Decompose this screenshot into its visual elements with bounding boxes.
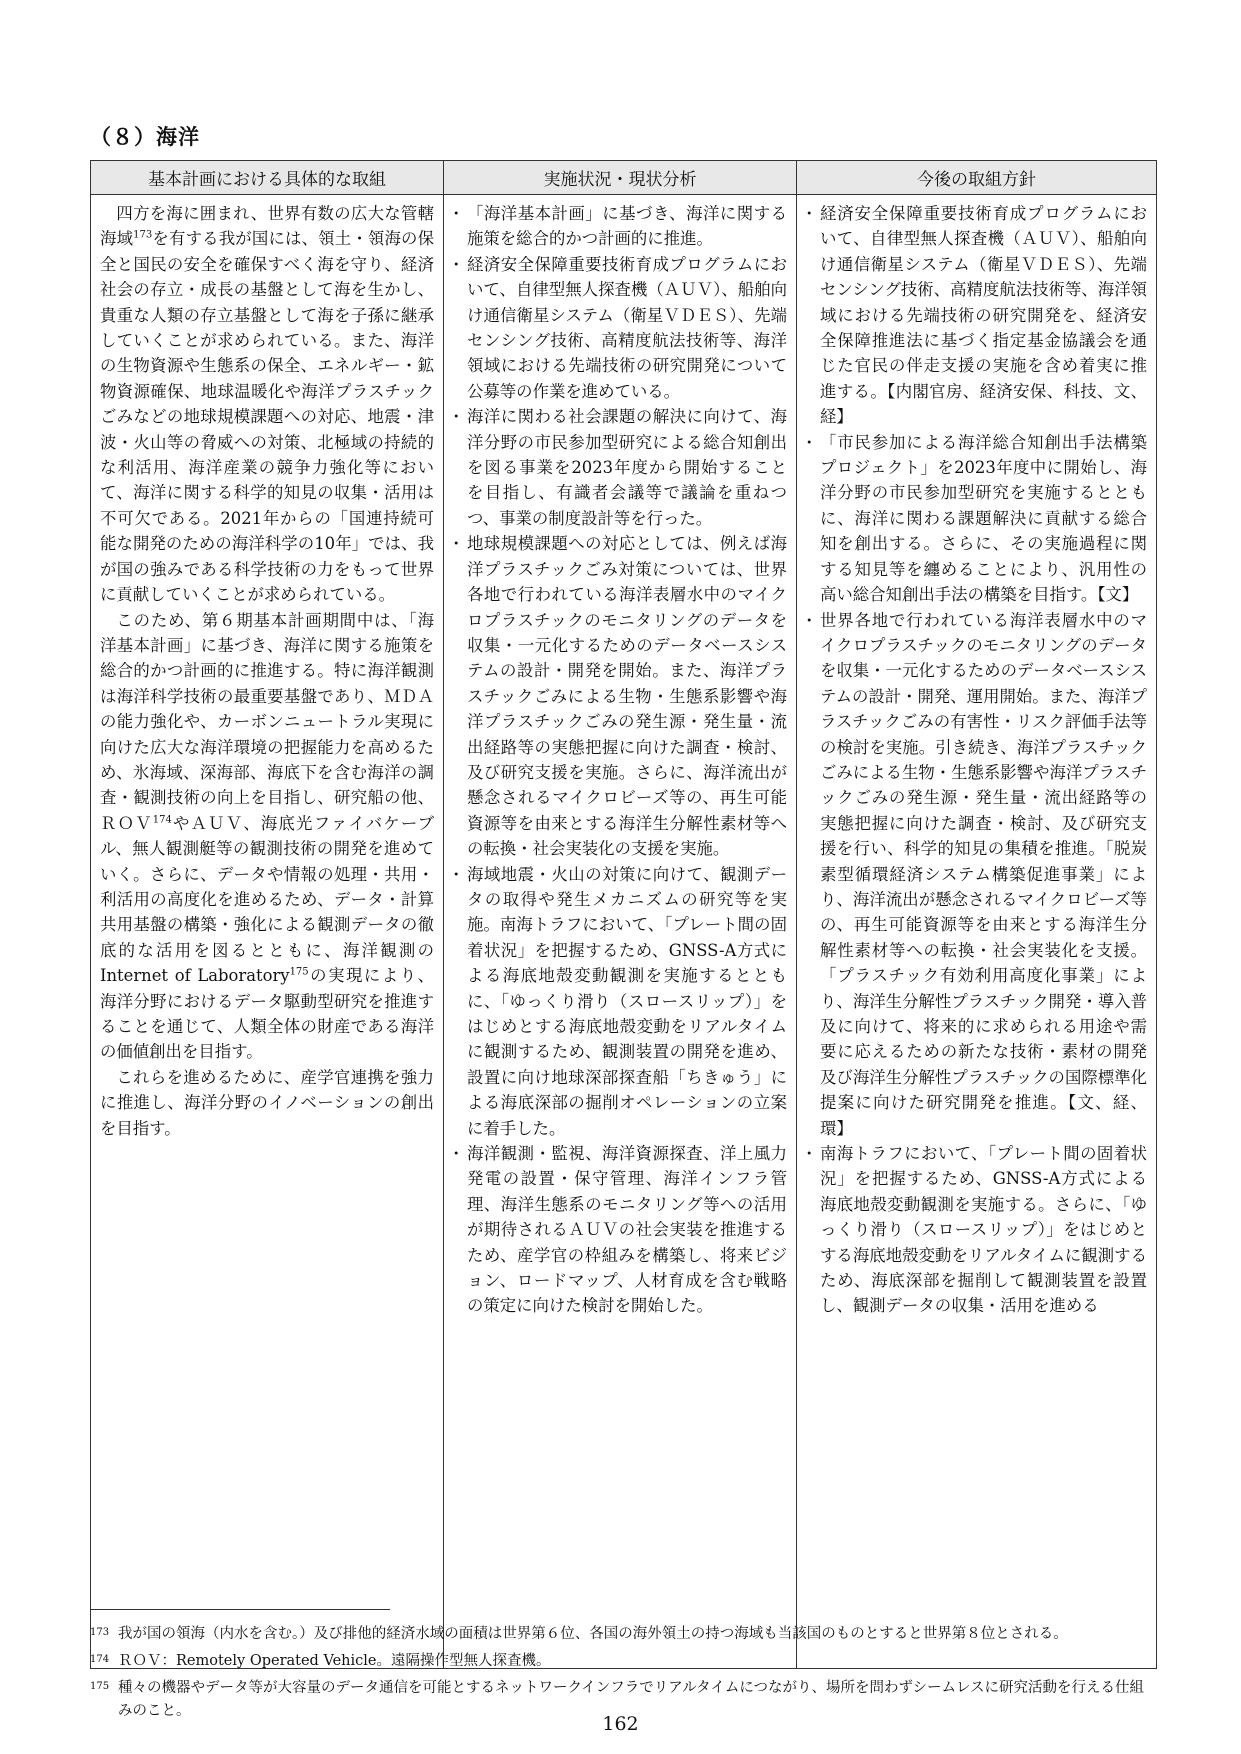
header-basic-plan: 基本計画における具体的な取組 bbox=[91, 161, 444, 195]
list-item: ・ 南海トラフにおいて、「プレート間の固着状況」を把握するため、GNSS-A方式による海底地殻変動観測を実施する。さらに、「ゆっくり滑り（スロースリップ）」をはじめとする海底地殻変動をリアルタイムに観測するため、海底深部を掘削して観測装置を設置し、観測データの収集・活用を進める bbox=[806, 1141, 1147, 1319]
paragraph: これらを進めるために、産学官連携を強力に推進し、海洋分野のイノベーションの創出を目指す。 bbox=[100, 1067, 434, 1138]
footnote-divider bbox=[90, 1609, 390, 1610]
future-policy-cell bbox=[797, 195, 1157, 1669]
footnote-number: 173 bbox=[90, 1627, 110, 1638]
paragraph bbox=[100, 608, 434, 1065]
footnote-ref: 173 bbox=[133, 229, 153, 241]
text-span: の実現により、海洋分野におけるデータ駆動型研究を推進することを通じて、人類全体の財産である海洋の価値創出を目指す。 bbox=[100, 966, 434, 1062]
basic-plan-cell bbox=[91, 195, 444, 1669]
list-item: ・ 海洋に関わる社会課題の解決に向けて、海洋分野の市民参加型研究による総合知創出を図る事業を2023年度から開始することを目指し、有識者会議等で議論を重ねつつ、事業の制度設計等を行った。 bbox=[453, 404, 787, 531]
footnote-number: 174 bbox=[90, 1654, 110, 1665]
footnote bbox=[90, 1650, 1153, 1673]
footnote bbox=[90, 1623, 1153, 1646]
page-number: 162 bbox=[602, 1713, 639, 1735]
policy-list bbox=[806, 201, 1147, 1319]
footnote-text: 種々の機器やデータ等が大容量のデータ通信を可能とするネットワークインフラでリアルタイムにつながり、場所を問わずシームレスに研究活動を行える仕組みのこと。 bbox=[118, 1680, 1145, 1719]
footnote-number: 175 bbox=[90, 1681, 110, 1692]
paragraph bbox=[100, 201, 434, 608]
list-item: ・ 「海洋基本計画」に基づき、海洋に関する施策を総合的かつ計画的に推進。 bbox=[453, 201, 787, 252]
text-span: このため、第６期基本計画期間中は、「海洋基本計画」に基づき、海洋に関する施策を総合的かつ計画的に推進する。特に海洋観測は海洋科学技術の最重要基盤であり、ＭＤＡの能力強化や、カーボンニュートラル実現に向けた広大な海洋環境の把握能力を高めるため、氷海域、深海部、海底下を含む海洋の調査・観測技術の向上を目指し、研究船の他、ＲＯＶ bbox=[100, 610, 434, 833]
footnote-ref: 174 bbox=[152, 814, 172, 826]
footnote-text: ＲＯＶ：Remotely Operated Vehicle。遠隔操作型無人探査機。 bbox=[118, 1653, 551, 1669]
header-status: 実施状況・現状分析 bbox=[444, 161, 797, 195]
table-header-row bbox=[91, 161, 1157, 195]
policy-table bbox=[90, 160, 1157, 1669]
section-title: （８）海洋 bbox=[90, 125, 200, 149]
list-item: ・ 世界各地で行われている海洋表層水中のマイクロプラスチックのモニタリングのデータを収集・一元化するためのデータベースシステムの設計・開発、運用開始。また、海洋プラスチックごみの有害性・リスク評価手法等の検討を実施。引き続き、海洋プラスチックごみによる生物・生態系影響や海洋プラスチックごみの発生源・発生量・流出経路等の実態把握に向けた調査・検討、及び研究支援を行い、科学的知見の集積を推進。「脱炭素型循環経済システム構築促進事業」により、海洋流出が懸念されるマイクロビーズ等の、再生可能資源等を由来とする海洋生分解性素材等への転換・社会実装化を支援。「プラスチック有効利用高度化事業」により、海洋生分解性プラスチック開発・導入普及に向けて、将来的に求められる用途や需要に応えるための新たな技術・素材の開発及び海洋生分解性プラスチックの国際標準化提案に向けた研究開発を推進。【文、経、環】 bbox=[806, 608, 1147, 1142]
table-row bbox=[91, 195, 1157, 1669]
status-list bbox=[453, 201, 787, 1319]
list-item: ・ 「市民参加による海洋総合知創出手法構築プロジェクト」を2023年度中に開始し、海洋分野の市民参加型研究を実施するとともに、海洋に関わる課題解決に貢献する総合知を創出する。さらに、その実施過程に関する知見等を纏めることにより、汎用性の高い総合知創出手法の構築を目指す。【文】 bbox=[806, 430, 1147, 608]
footnote-text: 我が国の領海（内水を含む。）及び排他的経済水域の面積は世界第６位、各国の海外領土の持つ海域も当該国のものとすると世界第８位とされる。 bbox=[118, 1626, 1068, 1642]
text-span: を有する我が国には、領土・領海の保全と国民の安全を確保すべく海を守り、経済社会の存立・成長の基盤として海を生かし、貴重な人類の存立基盤として海を子孫に継承していくことが求められている。また、海洋の生物資源や生態系の保全、エネルギー・鉱物資源確保、地球温暖化や海洋プラスチックごみなどの地球規模課題への対応、地震・津波・火山等の脅威への対策、北極域の持続的な利活用、海洋産業の競争力強化等において、海洋に関する科学的知見の収集・活用は不可欠である。2021年からの「国連持続可能な開発のための海洋科学の10年」では、我が国の強みである科学技術の力をもって世界に貢献していくことが求められている。 bbox=[100, 229, 435, 605]
footnote-ref: 175 bbox=[289, 966, 309, 978]
list-item: ・ 経済安全保障重要技術育成プログラムにおいて、自律型無人探査機（ＡＵＶ）、船舶向け通信衛星システム（衛星ＶＤＥＳ）、先端センシング技術、高精度航法技術等、海洋領域における先端技術の研究開発を、経済安全保障推進法に基づく指定基金協議会を通じた官民の伴走支援の実施を含め着実に推進する。【内閣官房、経済安保、科技、文、経】 bbox=[806, 201, 1147, 430]
list-item: ・ 海洋観測・監視、海洋資源探査、洋上風力発電の設置・保守管理、海洋インフラ管理、海洋生態系のモニタリング等への活用が期待されるＡＵＶの社会実装を推進するため、産学官の枠組みを構築し、将来ビジョン、ロードマップ、人材育成を含む戦略の策定に向けた検討を開始した。 bbox=[453, 1141, 787, 1319]
text-span: 四方を海に囲まれ、世界有数の広大な管轄海域 bbox=[100, 204, 434, 249]
list-item: ・ 地球規模課題への対応としては、例えば海洋プラスチックごみ対策については、世界各地で行われている海洋表層水中のマイクロプラスチックのモニタリングのデータを収集・一元化するためのデータベースシステムの設計・開発を開始。また、海洋プラスチックごみによる生物・生態系影響や海洋プラスチックごみの発生源・発生量・流出経路等の実態把握に向けた調査・検討、及び研究支援を実施。さらに、海洋流出が懸念されるマイクロビーズ等の、再生可能資源等を由来とする海洋生分解性素材等への転換・社会実装化の支援を実施。 bbox=[453, 531, 787, 861]
list-item: ・ 海域地震・火山の対策に向けて、観測データの取得や発生メカニズムの研究等を実施。南海トラフにおいて、「プレート間の固着状況」を把握するため、GNSS-A方式による海底地殻変動観測を実施するとともに、「ゆっくり滑り（スロースリップ）」をはじめとする海底地殻変動をリアルタイムに観測するため、観測装置の開発を進め、設置に向け地球深部探査船「ちきゅう」による海底深部の掘削オペレーションの立案に着手した。 bbox=[453, 862, 787, 1141]
footnotes bbox=[90, 1623, 1153, 1727]
text-span: やＡＵＶ、海底光ファイバケーブル、無人観測艇等の観測技術の開発を進めていく。さらに、データや情報の処理・共用・利活用の高度化を進めるため、データ・計算共用基盤の構築・強化による観測データの徹底的な活用を図るとともに、海洋観測の Internet of Laboratory bbox=[100, 813, 434, 986]
status-cell bbox=[444, 195, 797, 1669]
header-future-policy: 今後の取組方針 bbox=[797, 161, 1157, 195]
list-item: ・ 経済安全保障重要技術育成プログラムにおいて、自律型無人探査機（ＡＵＶ）、船舶向け通信衛星システム（衛星ＶＤＥＳ）、先端センシング技術、高精度航法技術等、海洋領域における先端技術の研究開発について公募等の作業を進めている。 bbox=[453, 252, 787, 404]
